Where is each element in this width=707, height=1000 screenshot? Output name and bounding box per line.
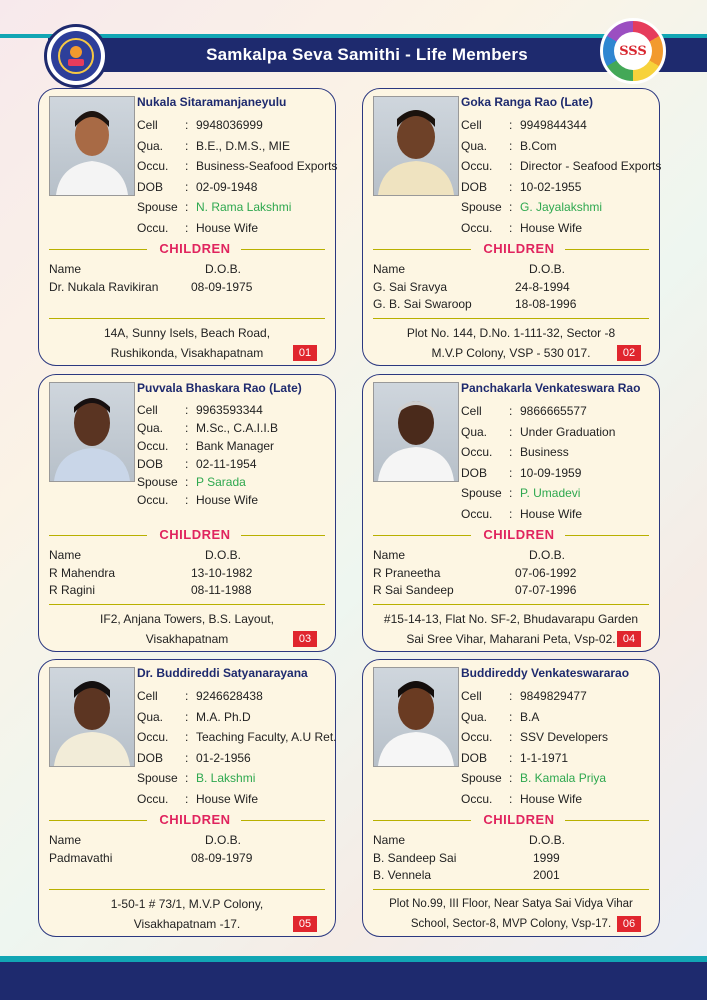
child-dob: 08-11-1988 (191, 583, 252, 597)
children-title: CHILDREN (159, 812, 231, 827)
spouse-value: P. Umadevi (520, 486, 581, 501)
qualification-row (137, 707, 337, 728)
dob-label: DOB (461, 465, 488, 480)
address-line: 14A, Sunny Isels, Beach Road, (103, 326, 271, 340)
dob-header: D.O.B. (205, 833, 242, 847)
child-row (373, 582, 653, 600)
child-row (49, 582, 329, 600)
address-line: Plot No.99, III Floor, Near Satya Sai Vidya Vihar (389, 898, 633, 910)
occu-label: Occu. (137, 159, 169, 174)
member-name: Dr. Buddireddi Satyanarayana (137, 666, 308, 680)
dob-value: 1-1-1971 (520, 750, 569, 765)
colon: : (185, 179, 189, 194)
page-title: Samkalpa Seva Samithi - Life Members (206, 45, 528, 64)
child-row (373, 296, 653, 314)
colon: : (509, 506, 513, 521)
dob-value: 10-02-1955 (520, 179, 582, 194)
spouse-occu-value: House Wife (520, 506, 583, 521)
footer-band (0, 962, 707, 1000)
children-title: CHILDREN (483, 812, 555, 827)
spouse-occu-value: House Wife (196, 791, 259, 806)
colon: : (185, 457, 189, 471)
colon: : (185, 421, 189, 435)
spouse-label: Spouse (137, 200, 178, 215)
child-row (49, 565, 329, 583)
colon: : (185, 200, 189, 215)
children-header-row (49, 832, 329, 850)
occu-label: Occu. (137, 730, 169, 745)
colon: : (185, 493, 189, 507)
member-photo (373, 667, 459, 767)
qualification-row (137, 419, 278, 437)
children-list (373, 261, 653, 314)
member-details (137, 115, 337, 239)
child-row (373, 850, 653, 868)
spouse-row (137, 197, 337, 218)
member-number-badge: 02 (617, 345, 641, 361)
name-header: Name (49, 548, 82, 562)
children-header-row (49, 261, 329, 279)
sss-logo-text: SSS (614, 32, 652, 70)
qua-label: Qua. (461, 709, 488, 724)
member-address (55, 609, 319, 649)
divider (373, 535, 471, 536)
dob-label: DOB (137, 457, 164, 471)
address-line: IF2, Anjana Towers, B.S. Layout, (100, 612, 274, 626)
colon: : (185, 730, 189, 745)
qua-value: M.Sc., C.A.I.I.B (196, 421, 279, 435)
spouse-occupation-row (137, 491, 278, 509)
child-row (373, 867, 653, 885)
spouse-row (137, 473, 278, 491)
colon: : (509, 709, 513, 724)
occu-label: Occu. (461, 791, 493, 806)
dob-row (137, 748, 337, 769)
child-name: B. Vennela (373, 868, 432, 882)
dob-row (461, 177, 661, 198)
divider (49, 889, 325, 890)
divider (565, 249, 649, 250)
colon: : (509, 445, 513, 460)
children-title: CHILDREN (159, 527, 231, 542)
child-dob: 18-08-1996 (515, 297, 577, 311)
dob-header: D.O.B. (205, 548, 242, 562)
child-name: R Praneetha (373, 565, 441, 580)
dob-label: DOB (461, 750, 488, 765)
colon: : (509, 730, 513, 745)
child-dob: 24-8-1994 (515, 279, 570, 294)
colon: : (185, 750, 189, 765)
name-header: Name (49, 833, 82, 847)
child-name: G. Sai Sravya (373, 279, 448, 294)
spouse-value: B. Lakshmi (196, 771, 256, 786)
cell-value: 9963593344 (196, 403, 263, 417)
divider (49, 535, 147, 536)
occu-label: Occu. (137, 493, 169, 507)
children-heading (49, 241, 325, 257)
dob-value: 02-09-1948 (196, 179, 258, 194)
children-title: CHILDREN (483, 527, 555, 542)
occu-label: Occu. (461, 220, 493, 235)
dob-row (137, 455, 278, 473)
qua-value: Under Graduation (520, 424, 616, 439)
dob-header: D.O.B. (205, 262, 242, 276)
children-header-row (373, 832, 653, 850)
divider (373, 249, 471, 250)
colon: : (509, 159, 513, 174)
member-details (137, 686, 337, 810)
member-card (362, 88, 660, 366)
children-list (49, 547, 329, 600)
child-dob: 2001 (533, 868, 560, 882)
children-title: CHILDREN (159, 241, 231, 256)
qua-value: B.A (520, 709, 540, 724)
member-name: Puvvala Bhaskara Rao (Late) (137, 381, 302, 395)
cell-label: Cell (461, 118, 482, 132)
spouse-row (137, 768, 337, 789)
spouse-value: P Sarada (196, 475, 246, 489)
children-header-row (373, 261, 653, 279)
cell-row (137, 115, 337, 136)
member-card (38, 659, 336, 937)
dob-value: 01-2-1956 (196, 750, 251, 765)
cell-value: 9948036999 (196, 118, 263, 132)
cell-label: Cell (137, 403, 158, 417)
colon: : (509, 791, 513, 806)
dob-label: DOB (137, 179, 164, 194)
cell-label: Cell (137, 689, 158, 703)
spouse-row (461, 483, 615, 504)
divider (565, 820, 649, 821)
colon: : (185, 118, 189, 132)
spouse-label: Spouse (461, 200, 502, 215)
samithi-logo-emblem (51, 31, 101, 81)
occu-label: Occu. (137, 439, 169, 453)
divider (49, 249, 147, 250)
occu-value: Business (520, 445, 569, 460)
child-name: R Sai Sandeep (373, 583, 454, 597)
name-header: Name (373, 262, 406, 276)
cell-row (461, 686, 608, 707)
qua-label: Qua. (137, 138, 164, 153)
occu-label: Occu. (137, 791, 169, 806)
dob-value: 10-09-1959 (520, 465, 582, 480)
colon: : (509, 771, 513, 786)
child-dob: 07-07-1996 (515, 583, 577, 597)
colon: : (509, 118, 513, 132)
spouse-occupation-row (137, 218, 337, 239)
cell-row (461, 115, 661, 136)
child-name: R Ragini (49, 583, 96, 597)
colon: : (509, 179, 513, 194)
colon: : (185, 771, 189, 786)
member-name: Nukala Sitaramanjaneyulu (137, 95, 287, 109)
child-row (373, 279, 653, 297)
person-icon (50, 668, 134, 766)
child-name: G. B. Sai Swaroop (373, 297, 472, 311)
spouse-row (461, 768, 608, 789)
colon: : (509, 465, 513, 480)
child-dob: 07-06-1992 (515, 565, 577, 580)
member-name: Panchakarla Venkateswara Rao (461, 381, 641, 395)
divider (373, 889, 649, 890)
occu-value: Bank Manager (196, 439, 275, 453)
divider (373, 820, 471, 821)
member-card (362, 374, 660, 652)
children-heading (373, 527, 649, 543)
dob-label: DOB (461, 179, 488, 194)
member-card (38, 88, 336, 366)
cell-row (461, 401, 615, 422)
member-address (379, 609, 643, 649)
cell-value: 9949844344 (520, 118, 587, 132)
member-number-badge: 05 (293, 916, 317, 932)
cell-value: 9246628438 (196, 689, 263, 703)
occu-value: Teaching Faculty, A.U Ret. (196, 730, 337, 745)
address-line: Visakhapatnam -17. (133, 917, 241, 931)
dob-header: D.O.B. (529, 833, 566, 847)
colon: : (185, 709, 189, 724)
colon: : (509, 200, 513, 215)
name-header: Name (373, 548, 406, 562)
person-icon (374, 97, 458, 195)
divider (373, 604, 649, 605)
spouse-row (461, 197, 661, 218)
cell-row (137, 686, 337, 707)
spouse-occupation-row (461, 218, 661, 239)
occu-label: Occu. (461, 159, 493, 174)
qua-label: Qua. (137, 421, 164, 435)
occu-value: Director - Seafood Exports (520, 159, 662, 174)
dob-row (461, 463, 615, 484)
address-line: 1-50-1 # 73/1, M.V.P Colony, (110, 897, 264, 911)
child-name: Padmavathi (49, 850, 113, 865)
member-photo (49, 382, 135, 482)
children-header-row (49, 547, 329, 565)
child-row (373, 565, 653, 583)
qua-label: Qua. (461, 424, 488, 439)
occupation-row (137, 156, 337, 177)
spouse-occupation-row (137, 789, 337, 810)
colon: : (509, 689, 513, 703)
colon: : (509, 138, 513, 153)
divider (241, 820, 325, 821)
children-list (373, 547, 653, 600)
cell-label: Cell (461, 404, 482, 418)
dob-label: DOB (137, 750, 164, 765)
children-header-row (373, 547, 653, 565)
child-name: B. Sandeep Sai (373, 850, 457, 865)
children-title: CHILDREN (483, 241, 555, 256)
address-line: M.V.P Colony, VSP - 530 017. (431, 346, 591, 360)
address-line: School, Sector-8, MVP Colony, Vsp-17. (410, 918, 612, 930)
qua-label: Qua. (137, 709, 164, 724)
member-details (461, 401, 615, 525)
qua-value: B.E., D.M.S., MIE (196, 138, 291, 153)
colon: : (509, 486, 513, 501)
spouse-label: Spouse (137, 475, 178, 489)
child-dob: 08-09-1975 (191, 279, 253, 294)
member-number-badge: 04 (617, 631, 641, 647)
member-address (379, 894, 643, 934)
member-photo (49, 667, 135, 767)
address-line: Plot No. 144, D.No. 1-111-32, Sector -8 (406, 326, 616, 340)
dob-row (461, 748, 608, 769)
member-photo (373, 382, 459, 482)
children-heading (49, 527, 325, 543)
dob-row (137, 177, 337, 198)
member-card (38, 374, 336, 652)
occupation-row (461, 442, 615, 463)
qua-value: M.A. Ph.D (196, 709, 251, 724)
member-address (55, 323, 319, 363)
spouse-occu-value: House Wife (196, 220, 259, 235)
member-details (461, 686, 608, 810)
member-photo (373, 96, 459, 196)
colon: : (185, 475, 189, 489)
child-dob: 1999 (533, 850, 560, 865)
member-number-badge: 03 (293, 631, 317, 647)
occupation-row (137, 437, 278, 455)
occupation-row (461, 156, 661, 177)
divider (49, 604, 325, 605)
member-name: Buddireddy Venkateswararao (461, 666, 630, 680)
address-line: #15-14-13, Flat No. SF-2, Bhudavarapu Garden (383, 612, 639, 626)
address-line: Rushikonda, Visakhapatnam (110, 346, 264, 360)
children-heading (373, 812, 649, 828)
child-row (49, 850, 329, 868)
colon: : (509, 750, 513, 765)
person-icon (374, 383, 458, 481)
member-address (55, 894, 319, 934)
spouse-value: G. Jayalakshmi (520, 200, 603, 215)
occupation-row (137, 727, 337, 748)
qualification-row (461, 136, 661, 157)
colon: : (185, 689, 189, 703)
spouse-value: B. Kamala Priya (520, 771, 607, 786)
colon: : (509, 404, 513, 418)
spouse-occupation-row (461, 504, 615, 525)
colon: : (509, 424, 513, 439)
dob-value: 02-11-1954 (196, 457, 257, 471)
spouse-label: Spouse (461, 486, 502, 501)
colon: : (185, 439, 189, 453)
cell-label: Cell (461, 689, 482, 703)
member-photo (49, 96, 135, 196)
person-icon (50, 383, 134, 481)
occupation-row (461, 727, 608, 748)
name-header: Name (373, 833, 406, 847)
qua-value: B.Com (520, 138, 557, 153)
dob-header: D.O.B. (529, 548, 566, 562)
member-details (137, 401, 278, 509)
spouse-label: Spouse (461, 771, 502, 786)
children-list (49, 261, 329, 296)
member-number-badge: 01 (293, 345, 317, 361)
person-icon (374, 668, 458, 766)
child-name: Dr. Nukala Ravikiran (49, 279, 159, 294)
address-line: Visakhapatnam (145, 632, 229, 646)
member-address (379, 323, 643, 363)
spouse-label: Spouse (137, 771, 178, 786)
child-name: R Mahendra (49, 565, 116, 580)
spouse-occupation-row (461, 789, 608, 810)
member-details (461, 115, 661, 239)
occu-value: SSV Developers (520, 730, 609, 745)
colon: : (185, 791, 189, 806)
children-heading (373, 241, 649, 257)
children-list (49, 832, 329, 867)
colon: : (185, 220, 189, 235)
occu-value: Business-Seafood Exports (196, 159, 338, 174)
cell-value: 9866665577 (520, 404, 587, 418)
person-icon (50, 97, 134, 195)
occu-label: Occu. (461, 730, 493, 745)
qua-label: Qua. (461, 138, 488, 153)
member-card (362, 659, 660, 937)
spouse-occu-value: House Wife (520, 220, 583, 235)
samithi-logo (44, 24, 108, 88)
child-dob: 08-09-1979 (191, 850, 253, 865)
colon: : (509, 220, 513, 235)
cell-row (137, 401, 278, 419)
spouse-value: N. Rama Lakshmi (196, 200, 292, 215)
emblem-icon (56, 36, 96, 76)
colon: : (185, 159, 189, 174)
divider (49, 318, 325, 319)
divider (373, 318, 649, 319)
children-list (373, 832, 653, 885)
dob-header: D.O.B. (529, 262, 566, 276)
qualification-row (137, 136, 337, 157)
spouse-occu-value: House Wife (196, 493, 259, 507)
divider (241, 249, 325, 250)
spouse-occu-value: House Wife (520, 791, 583, 806)
divider (49, 820, 147, 821)
divider (565, 535, 649, 536)
occu-label: Occu. (461, 506, 493, 521)
colon: : (185, 403, 189, 417)
member-number-badge: 06 (617, 916, 641, 932)
qualification-row (461, 707, 608, 728)
address-line: Sai Sree Vihar, Maharani Peta, Vsp-02. (406, 632, 616, 646)
member-name: Goka Ranga Rao (Late) (461, 95, 594, 109)
sss-logo (600, 18, 666, 84)
child-dob: 13-10-1982 (191, 565, 253, 580)
name-header: Name (49, 262, 82, 276)
divider (241, 535, 325, 536)
occu-label: Occu. (137, 220, 169, 235)
child-row (49, 279, 329, 297)
cell-label: Cell (137, 118, 158, 132)
cell-value: 9849829477 (520, 689, 587, 703)
qualification-row (461, 422, 615, 443)
colon: : (185, 138, 189, 153)
children-heading (49, 812, 325, 828)
occu-label: Occu. (461, 445, 493, 460)
